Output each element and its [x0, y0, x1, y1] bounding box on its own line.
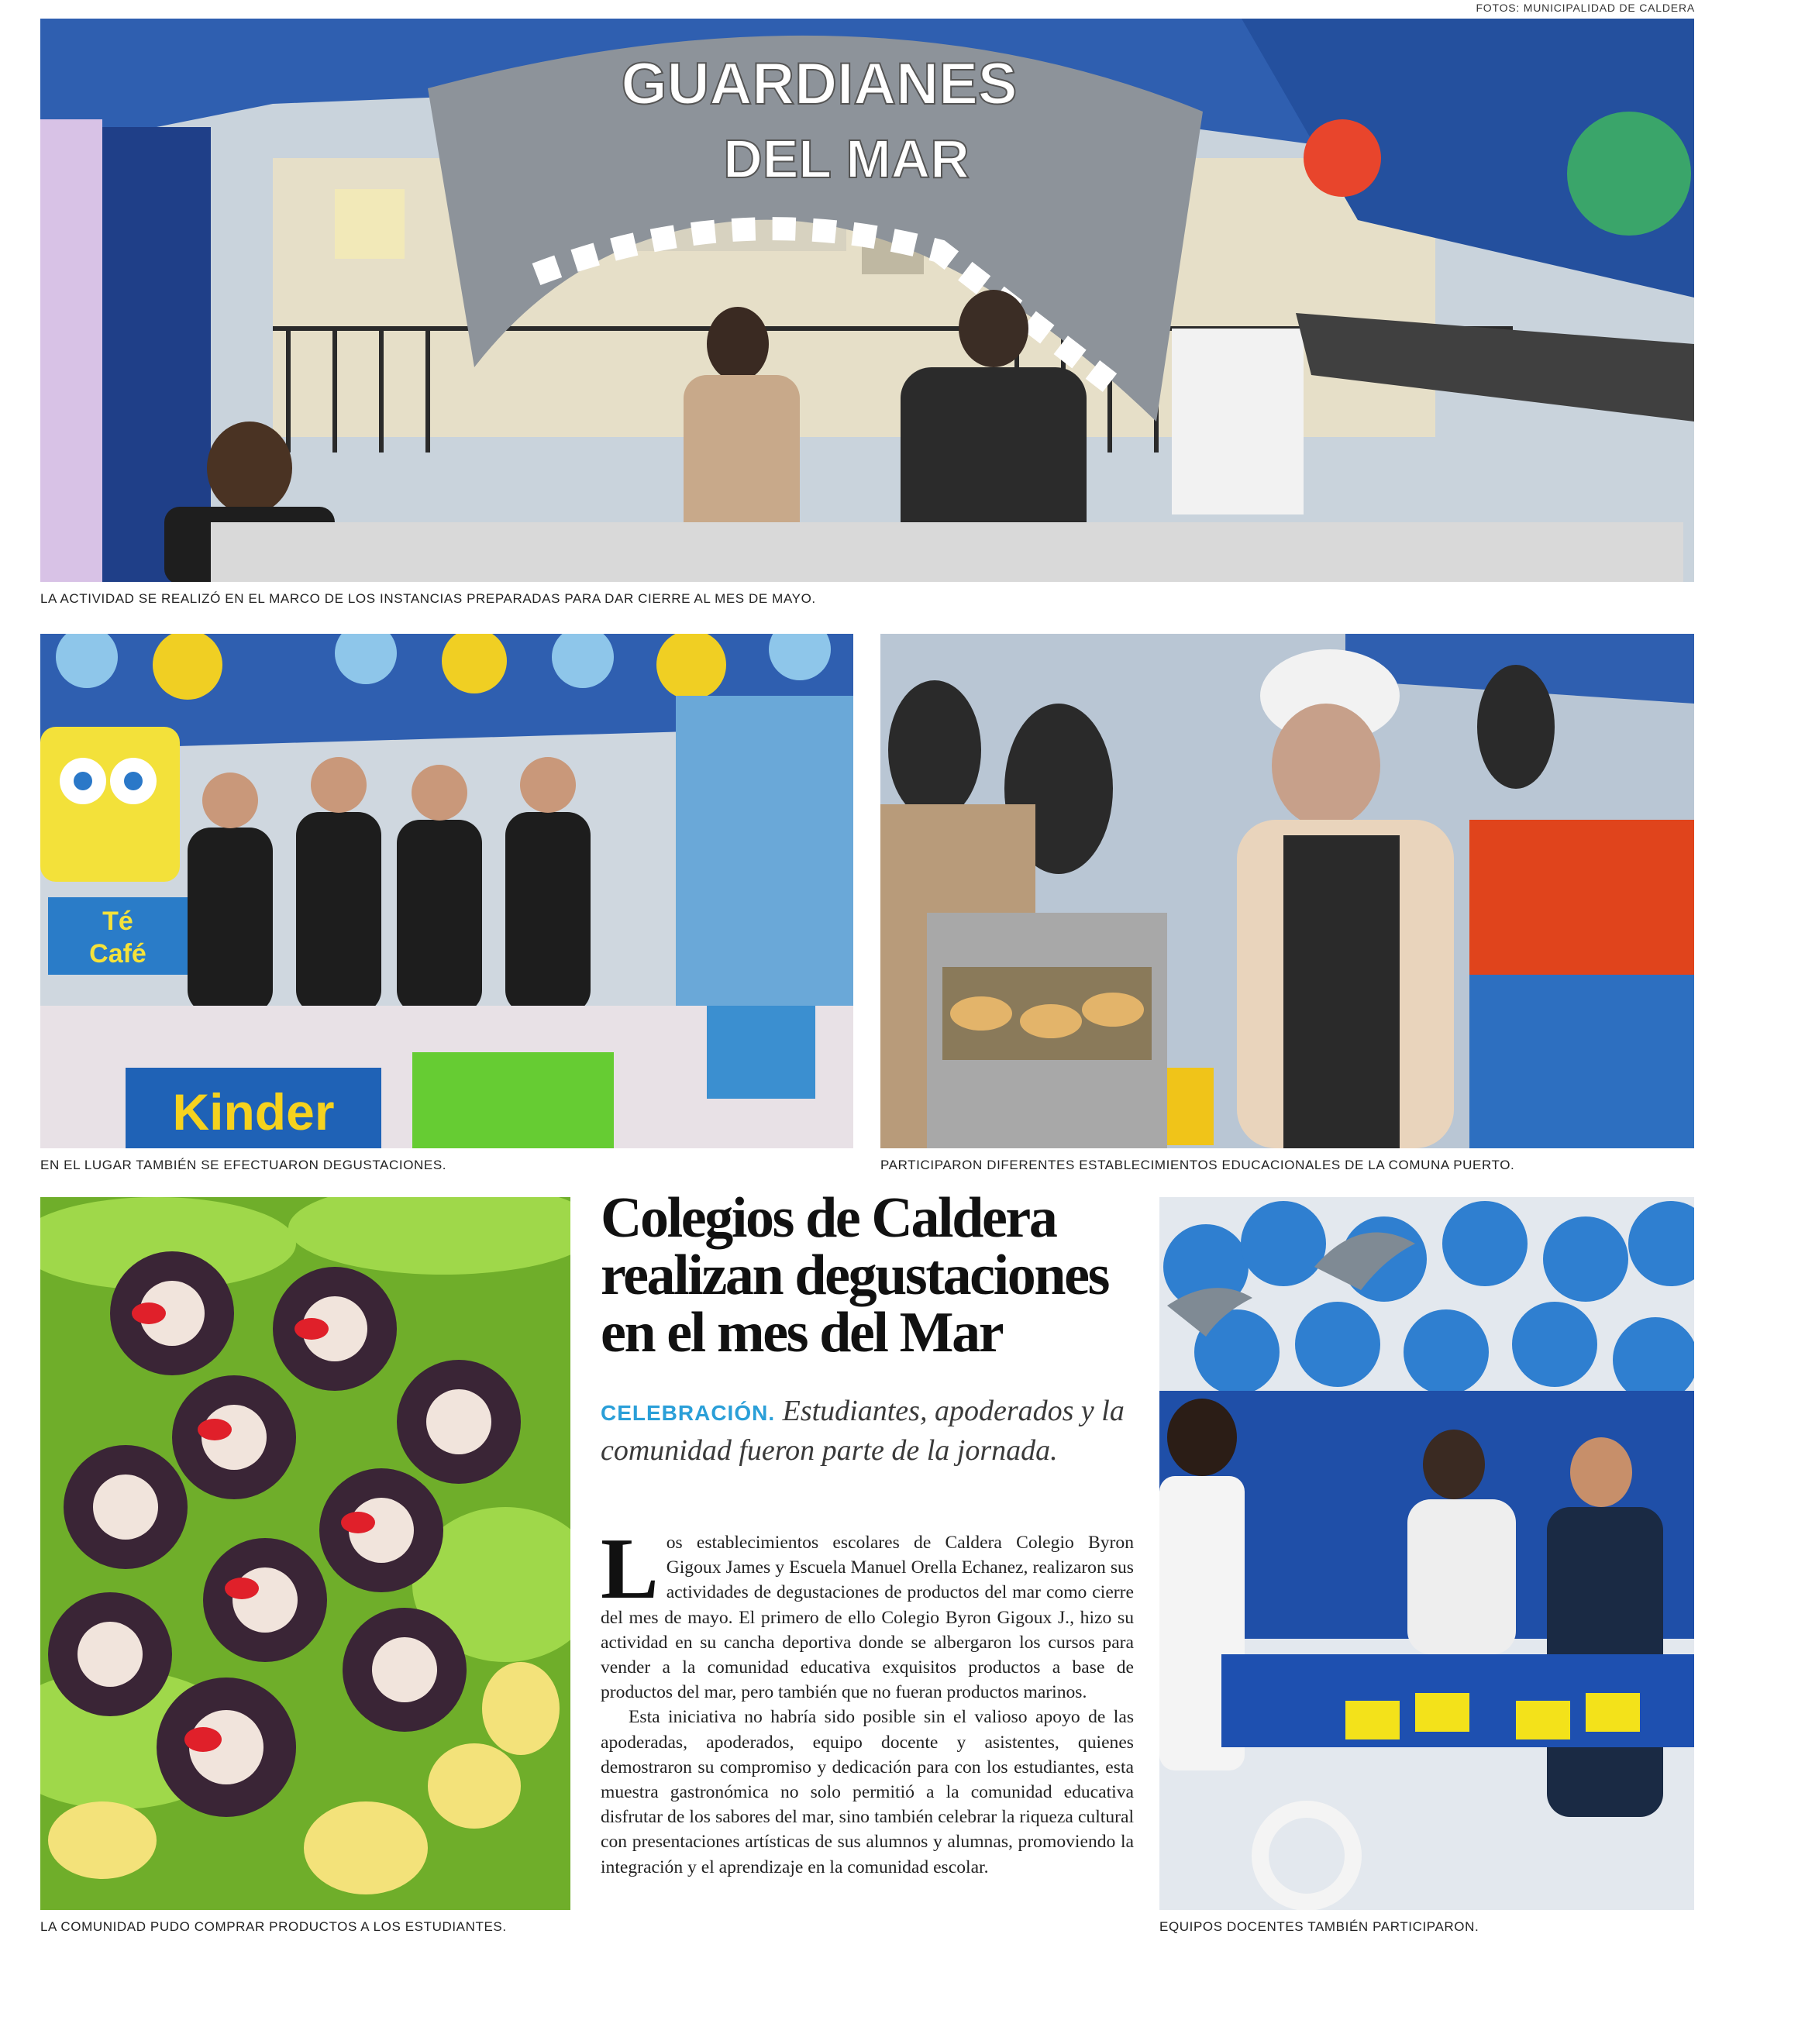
photo-guardianes-del-mar [40, 19, 1694, 582]
photo-stand-kinder [40, 634, 853, 1148]
caption-bottom-right: EQUIPOS DOCENTES TAMBIÉN PARTICIPARON. [1159, 1919, 1479, 1934]
caption-mid-right: PARTICIPARON DIFERENTES ESTABLECIMIENTOS EDUCACIONALES DE LA COMUNA PUERTO. [880, 1158, 1515, 1172]
photo-teachers-illustration [1159, 1197, 1694, 1910]
article-deck-text: Estudiantes, apoderados y la comunidad fueron parte de la jornada. [601, 1395, 1125, 1467]
article-body [601, 1521, 1134, 1880]
photo-scallops [40, 1197, 570, 1910]
photo-fryer-stand [880, 634, 1694, 1148]
article-paragraph-1 [601, 1521, 1134, 1705]
photo-stand-illustration [40, 634, 853, 1148]
sign-guardianes: GUARDIANES [621, 51, 1018, 117]
caption-top: LA ACTIVIDAD SE REALIZÓ EN EL MARCO DE LOS INSTANCIAS PREPARADAS PARA DAR CIERRE AL MES DE MAYO. [40, 591, 816, 606]
sign-cafe: Café [89, 939, 146, 969]
photo-fryer-illustration [880, 634, 1694, 1148]
caption-bottom-left: LA COMUNIDAD PUDO COMPRAR PRODUCTOS A LOS ESTUDIANTES. [40, 1919, 507, 1934]
sign-kinder: Kinder [172, 1083, 335, 1141]
article-deck [601, 1392, 1135, 1469]
photo-scallops-illustration [40, 1197, 570, 1910]
photo-teachers-stand [1159, 1197, 1694, 1910]
article-paragraph-1-text: os establecimientos escolares de Caldera Colegio Byron Gigoux James y Escuela Manuel Orella Echanez, realizaron sus actividades de degustaciones de productos del mar como cierre del mes de mayo. El primero de ello Colegio Byron Gigoux J., hizo su actividad en su cancha deportiva donde se albergaron los cursos para vender a la comunidad educativa exquisitos productos a base de productos del mar, pero también que no fueran productos marinos. [601, 1533, 1134, 1703]
caption-mid-left: EN EL LUGAR TAMBIÉN SE EFECTUARON DEGUSTACIONES. [40, 1158, 447, 1172]
article-kicker: CELEBRACIÓN. [601, 1401, 776, 1425]
article-headline: Colegios de Caldera realizan degustaciones en el mes del Mar [601, 1186, 1108, 1364]
photo-credit: FOTOS: MUNICIPALIDAD DE CALDERA [1476, 2, 1695, 14]
sign-te: Té [102, 907, 133, 936]
sign-del-mar: DEL MAR [723, 129, 970, 189]
article-dropcap: L [601, 1521, 659, 1617]
article-paragraph-2: Esta iniciativa no habría sido posible sin el valioso apoyo de las apoderadas, apoderados, equipo docente y asistentes, quienes demostraron su compromiso y dedicación para con los estudiantes, esta muestra gastronómica no solo permitió a la comunidad educativa disfrutar de los sabores del mar, sino también celebrar la riqueza cultural con presentaciones artísticas de sus alumnos y alumnas, promoviendo la integración y el aprendizaje en la comunidad escolar. [601, 1707, 1134, 1877]
photo-guardianes-illustration [40, 19, 1694, 582]
